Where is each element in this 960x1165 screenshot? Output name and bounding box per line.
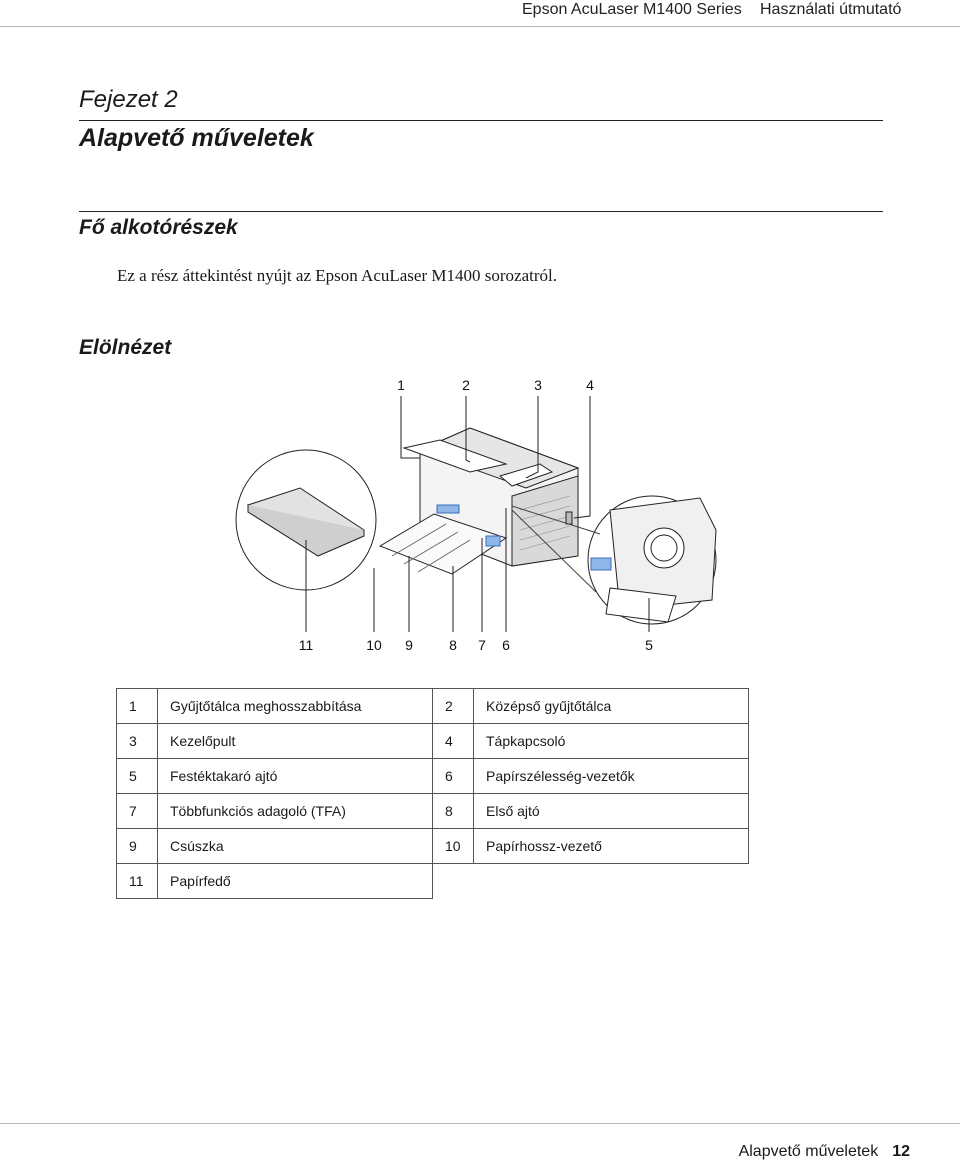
section-title: Fő alkotórészek [79,216,238,239]
callout-2: 2 [462,377,470,393]
subsection-title: Elölnézet [79,336,172,359]
callout-11: 11 [298,637,314,653]
blue-guide-left [437,505,459,513]
parts-table [116,688,749,899]
callout-10: 10 [366,637,382,653]
part-label: Tápkapcsoló [474,724,749,759]
chapter-rule [79,120,883,121]
footer-rule [0,1123,960,1124]
printer-illustration [0,360,960,660]
callout-6: 6 [502,637,510,653]
table-row [117,864,749,899]
part-number: 5 [117,759,158,794]
chapter-label: Fejezet 2 [79,86,178,113]
running-header [0,0,960,28]
part-label: Papírszélesség-vezetők [474,759,749,794]
part-label: Első ajtó [474,794,749,829]
table-row [117,689,749,724]
part-number: 10 [433,829,474,864]
part-label: Festéktakaró ajtó [158,759,433,794]
section-rule [79,211,883,212]
callout-5: 5 [645,637,653,653]
part-number: 1 [117,689,158,724]
printer-front-view-figure [0,360,960,660]
part-number: 11 [117,864,158,899]
blue-guide-detail [591,558,611,570]
part-label: Csúszka [158,829,433,864]
callout-9: 9 [405,637,413,653]
blue-guide-right [486,536,500,546]
part-label: Gyűjtőtálca meghosszabbítása [158,689,433,724]
part-label: Kezelőpult [158,724,433,759]
part-number: 3 [117,724,158,759]
chapter-title: Alapvető műveletek [79,124,314,152]
callout-3: 3 [534,377,542,393]
page-number: 12 [892,1143,910,1160]
part-number: 6 [433,759,474,794]
callout-7: 7 [478,637,486,653]
table-row [117,759,749,794]
header-doc-title: Használati útmutató [760,1,902,18]
part-number: 4 [433,724,474,759]
part-number: 2 [433,689,474,724]
running-footer [739,1143,910,1161]
power-switch-shape [566,512,572,524]
section-intro: Ez a rész áttekintést nyújt az Epson AcuLaser M1400 sorozatról. [117,266,557,285]
table-row [117,724,749,759]
table-row [117,829,749,864]
header-product: Epson AcuLaser M1400 Series [522,1,742,18]
part-label: Papírfedő [158,864,433,899]
table-row [117,794,749,829]
part-label: Papírhossz-vezető [474,829,749,864]
part-number-empty [433,864,474,899]
part-label-empty [474,864,749,899]
part-number: 8 [433,794,474,829]
part-label: Többfunkciós adagoló (TFA) [158,794,433,829]
part-number: 9 [117,829,158,864]
header-rule [0,26,960,27]
part-label: Középső gyűjtőtálca [474,689,749,724]
callout-1: 1 [397,377,405,393]
footer-section: Alapvető műveletek [738,1143,879,1160]
part-number: 7 [117,794,158,829]
callout-4: 4 [586,377,594,393]
callout-8: 8 [449,637,457,653]
